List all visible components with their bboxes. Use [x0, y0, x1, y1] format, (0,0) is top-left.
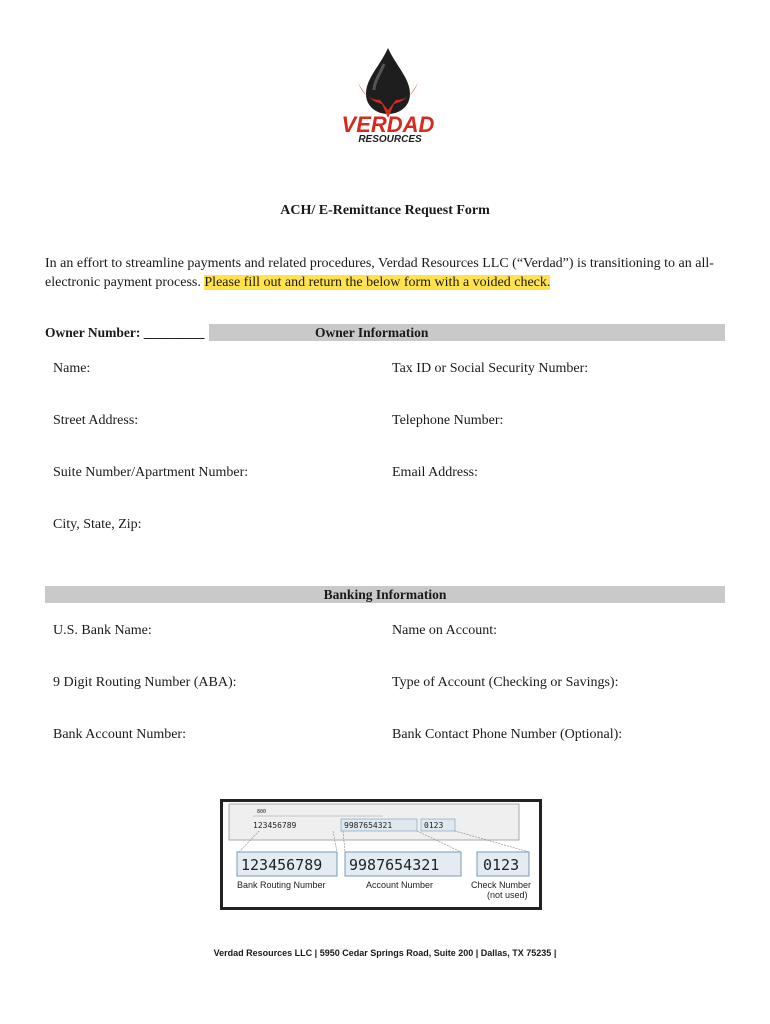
logo-subword: RESOURCES	[358, 134, 422, 144]
verdad-logo	[328, 44, 448, 144]
micr-routing-large: 123456789	[241, 856, 323, 874]
micr-check-small: 0123	[424, 821, 444, 830]
field-tax-id[interactable]: Tax ID or Social Security Number:	[392, 361, 589, 376]
field-bank-name[interactable]: U.S. Bank Name:	[53, 623, 152, 638]
form-title: ACH/ E-Remittance Request Form	[280, 203, 490, 218]
field-email[interactable]: Email Address:	[392, 465, 478, 480]
intro-paragraph	[45, 254, 735, 292]
owner-info-header-bar	[45, 324, 725, 341]
field-telephone[interactable]: Telephone Number:	[392, 413, 504, 428]
owner-info-header: Owner Information	[315, 325, 429, 340]
check-number-note: (not used)	[487, 890, 528, 900]
owner-number-label: Owner Number: _________	[45, 324, 209, 341]
voided-check-illustration	[220, 799, 542, 910]
field-suite-number[interactable]: Suite Number/Apartment Number:	[53, 465, 249, 480]
field-bank-phone[interactable]: Bank Contact Phone Number (Optional):	[392, 727, 623, 742]
field-name-on-account[interactable]: Name on Account:	[392, 623, 497, 638]
micr-routing-small: 123456789	[253, 821, 297, 830]
intro-highlight: Please fill out and return the below form with a voided check.	[204, 275, 551, 290]
micr-account-large: 9987654321	[349, 856, 440, 874]
field-name[interactable]: Name:	[53, 361, 91, 376]
routing-label: Bank Routing Number	[237, 880, 326, 890]
field-account-type[interactable]: Type of Account (Checking or Savings):	[392, 675, 619, 690]
intro-text: In an effort to streamline payments and related procedures, Verdad Resources LLC (“Verdad”) is transitioning to an all-electronic payment process.	[45, 256, 714, 290]
banking-info-header: Banking Information	[323, 587, 447, 602]
banking-info-header-bar	[45, 586, 725, 603]
micr-check-large: 0123	[483, 856, 520, 874]
check-top-number: 800	[257, 809, 267, 815]
field-city-state-zip[interactable]: City, State, Zip:	[53, 517, 142, 532]
micr-account-small: 9987654321	[344, 821, 393, 830]
check-number-label: Check Number	[471, 880, 532, 890]
field-street-address[interactable]: Street Address:	[53, 413, 139, 428]
footer-address: Verdad Resources LLC | 5950 Cedar Springs Road, Suite 200 | Dallas, TX 75235 |	[213, 948, 557, 958]
field-routing-number[interactable]: 9 Digit Routing Number (ABA):	[53, 675, 237, 690]
account-label: Account Number	[366, 880, 434, 890]
field-account-number[interactable]: Bank Account Number:	[53, 727, 186, 742]
logo-wordmark: VERDAD	[341, 112, 435, 137]
